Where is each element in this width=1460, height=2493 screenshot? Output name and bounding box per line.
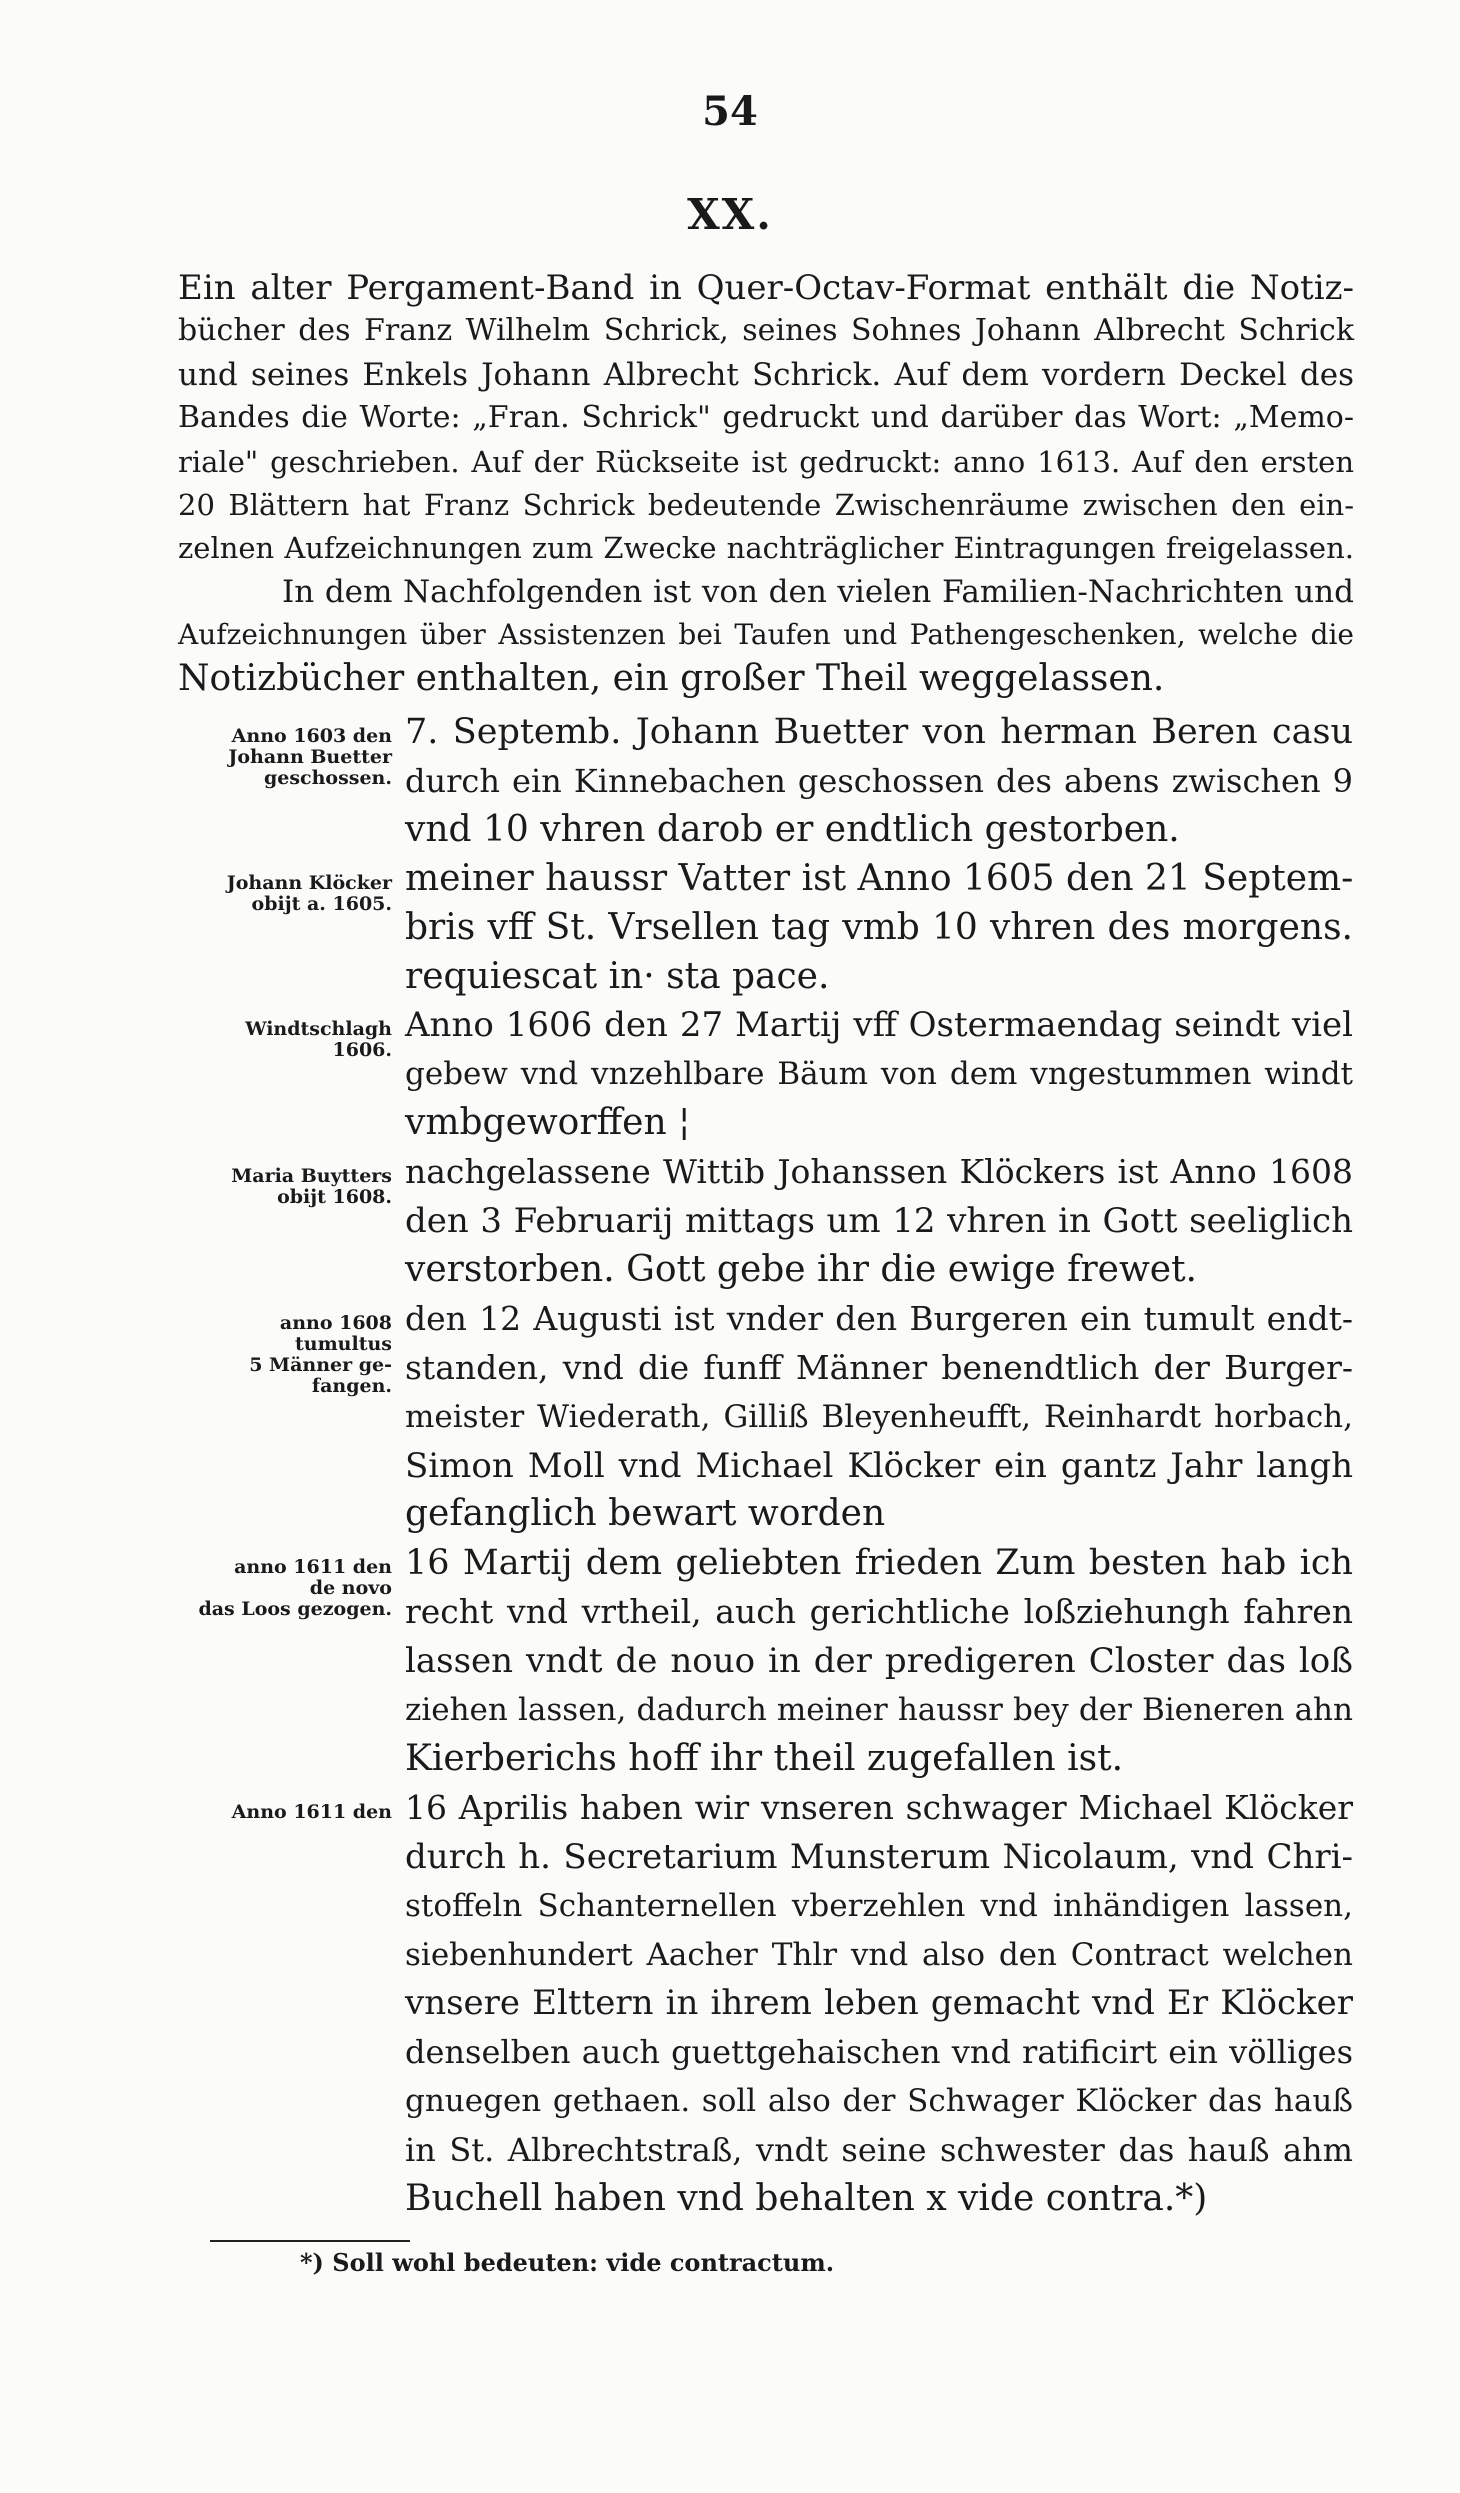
margin-note-line: Johann Buetter (228, 746, 392, 768)
entry-line: in St. Albrechtstraß, vndt seine schwester das hauß ahm (405, 2131, 1353, 2170)
margin-note-line: tumultus (294, 1332, 392, 1355)
entry-line: gebew vnd vnzehlbare Bäum von dem vngestummen windt (405, 1056, 1353, 1093)
margin-note (160, 873, 392, 915)
entry-line: vnd 10 vhren darob er endtlich gestorben. (405, 808, 1180, 850)
intro-line: Bandes die Worte: „Fran. Schrick" gedruckt und darüber das Wort: „Memo- (178, 400, 1354, 436)
entry-line: 16 Martij dem geliebten frieden Zum besten hab ich (405, 1543, 1353, 1584)
margin-note-line: Windtschlagh (245, 1018, 392, 1041)
margin-note-line: Johann Klöcker (226, 871, 392, 894)
intro-line: riale" geschrieben. Auf der Rückseite ist gedruckt: anno 1613. Auf den ersten (178, 444, 1354, 479)
entry-line: gnuegen gethaen. soll also der Schwager Klöcker das hauß (405, 2083, 1353, 2120)
entry-line: standen, vnd die funff Männer benendtlich der Burger- (405, 1347, 1353, 1387)
margin-note-line: anno 1611 den (234, 1556, 392, 1579)
margin-note-line: 1606. (332, 1039, 392, 1062)
entry-line: verstorben. Gott gebe ihr die ewige frewet. (405, 1248, 1197, 1290)
intro-line: Ein alter Pergament-Band in Quer-Octav-Format enthält die Notiz- (178, 268, 1354, 308)
margin-note (160, 1557, 392, 1620)
entry-line: gefanglich bewart worden (405, 1493, 886, 1535)
entry-line: ziehen lassen, dadurch meiner haussr bey der Bieneren ahn (405, 1692, 1353, 1728)
intro-line: zelnen Aufzeichnungen zum Zwecke nachträglicher Eintragungen freigelassen. (178, 531, 1354, 566)
entry-line: stoffeln Schanternellen vberzehlen vnd inhändigen lassen, (405, 1887, 1353, 1924)
entry-line: Kierberichs hoff ihr theil zugefallen ist. (405, 1737, 1124, 1779)
margin-note-line: fangen. (311, 1374, 392, 1397)
entry-line: Buchell haben vnd behalten x vide contra.*) (405, 2178, 1208, 2219)
entry-line: nachgelassene Wittib Johanssen Klöckers ist Anno 1608 (405, 1152, 1353, 1192)
entry-line: Anno 1606 den 27 Martij vff Ostermaendag seindt viel (405, 1005, 1353, 1046)
entry-line: durch h. Secretarium Munsterum Nicolaum, vnd Chri- (405, 1836, 1353, 1877)
margin-note-line: anno 1608 (279, 1311, 392, 1334)
entry-line: bris vff St. Vrsellen tag vmb 10 vhren des morgens. (405, 906, 1353, 948)
margin-note (160, 1166, 392, 1208)
entry-line: vnsere Elttern in ihrem leben gemacht vnd Er Klöcker (405, 1983, 1353, 2024)
entry-line: 16 Aprilis haben wir vnseren schwager Michael Klöcker (405, 1787, 1353, 1827)
entry-line: denselben auch guettgehaischen vnd ratificirt ein völliges (405, 2033, 1353, 2072)
entry-line: meister Wiederath, Gilliß Bleyenheufft, Reinhardt horbach, (405, 1398, 1353, 1435)
intro-line: 20 Blättern hat Franz Schrick bedeutende Zwischenräume zwischen den ein- (178, 488, 1354, 522)
margin-note-line: Maria Buytters (231, 1165, 392, 1188)
footnote-divider (210, 2240, 410, 2242)
footnote: *) Soll wohl bedeuten: vide contractum. (300, 2248, 835, 2277)
margin-note-line: geschossen. (263, 767, 392, 789)
section-title: XX. (687, 190, 773, 239)
intro-line: bücher des Franz Wilhelm Schrick, seines Sohnes Johann Albrecht Schrick (178, 313, 1354, 349)
entry-line: siebenhundert Aacher Thlr vnd also den Contract welchen (405, 1936, 1353, 1973)
entry-line: requiescat in· sta pace. (405, 955, 830, 997)
entry-line: lassen vndt de nouo in der predigeren Closter das loß (405, 1641, 1353, 1682)
entry-line: durch ein Kinnebachen geschossen des abens zwischen 9 (405, 761, 1353, 800)
entry-line: meiner haussr Vatter ist Anno 1605 den 21 Septem- (405, 857, 1354, 899)
margin-note (160, 726, 392, 789)
page-number: 54 (702, 88, 758, 135)
margin-note-line: Anno 1603 den (231, 725, 392, 747)
entry-line: Simon Moll vnd Michael Klöcker ein gantz Jahr langh (405, 1445, 1353, 1486)
entry-line: 7. Septemb. Johann Buetter von herman Beren casu (405, 712, 1353, 752)
intro-line: und seines Enkels Johann Albrecht Schrick. Auf dem vordern Deckel des (178, 356, 1354, 393)
margin-note-line: 5 Männer ge- (249, 1353, 392, 1376)
intro-line: Aufzeichnungen über Assistenzen bei Taufen und Pathengeschenken, welche die (178, 618, 1354, 652)
margin-note-line: obijt 1608. (277, 1186, 392, 1209)
margin-note (160, 1313, 392, 1397)
entry-line: den 12 Augusti ist vnder den Burgeren ein tumult endt- (405, 1298, 1353, 1338)
margin-note-line: obijt a. 1605. (251, 892, 392, 915)
margin-note (160, 1019, 392, 1061)
entry-line: recht vnd vrtheil, auch gerichtliche loßziehungh fahren (405, 1592, 1353, 1632)
margin-note (160, 1802, 392, 1823)
margin-note-line: Anno 1611 den (231, 1800, 392, 1823)
entry-line: vmbgeworffen ¦ (405, 1102, 691, 1144)
intro-line: Notizbücher enthalten, ein großer Theil weggelassen. (178, 657, 1165, 699)
entry-line: den 3 Februarij mittags um 12 vhren in Gott seeliglich (405, 1201, 1353, 1241)
margin-note-line: de novo (309, 1577, 392, 1600)
margin-note-line: das Loos gezogen. (198, 1598, 392, 1621)
intro-line: In dem Nachfolgenden ist von den vielen Familien-Nachrichten und (282, 573, 1354, 610)
